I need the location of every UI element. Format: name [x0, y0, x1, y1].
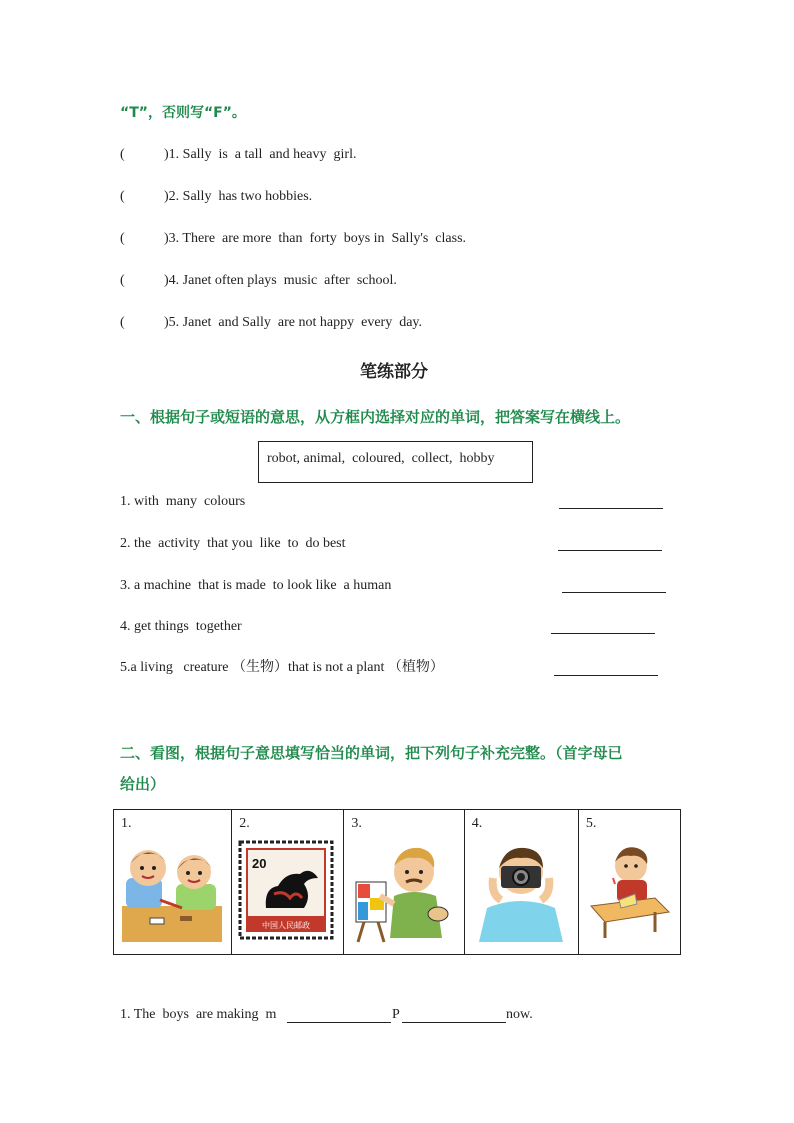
answer-blank-5[interactable] [554, 675, 658, 676]
tf-item-2: )2. Sally has two hobbies. [164, 189, 313, 204]
section-title: 笔练部分 [360, 362, 428, 382]
tf-paren-2: ( [120, 189, 125, 204]
stamp-value: 20 [252, 856, 267, 871]
part1-item-5: 5.a living creature （生物）that is not a plant （植物） [120, 660, 444, 675]
sentence-1-part-a: 1. The boys are making m [120, 1007, 277, 1022]
cell-number: 1. [121, 816, 132, 831]
painter-icon [350, 838, 454, 946]
sentence-1-blank-1[interactable] [287, 1022, 391, 1023]
picture-cell-1 [114, 810, 232, 955]
stamp-icon [238, 838, 334, 942]
tf-paren-5: ( [120, 315, 125, 330]
part1-item-1: 1. with many colours [120, 494, 246, 509]
answer-blank-3[interactable] [562, 592, 666, 593]
answer-blank-4[interactable] [551, 633, 655, 634]
boy-reading-icon [585, 838, 671, 942]
tf-paren-1: ( [120, 147, 125, 162]
picture-cell-5 [578, 810, 680, 955]
sentence-1-part-c: now. [506, 1007, 533, 1022]
tf-item-4: )4. Janet often plays music after school. [164, 273, 397, 288]
tf-paren-3: ( [120, 231, 125, 246]
part2-heading-line2: 给出） [120, 775, 166, 793]
tf-paren-4: ( [120, 273, 125, 288]
tf-item-1: )1. Sally is a tall and heavy girl. [164, 147, 357, 162]
intro-text: “T”，否则写“F”。 [120, 105, 246, 121]
photographer-icon [471, 838, 571, 946]
answer-blank-2[interactable] [558, 550, 662, 551]
sentence-1-part-b: P [392, 1007, 400, 1022]
cell-number: 3. [351, 816, 362, 831]
part1-item-3: 3. a machine that is made to look like a human [120, 578, 392, 593]
word-box: robot, animal, coloured, collect, hobby [258, 441, 533, 483]
part1-item-2: 2. the activity that you like to do best [120, 536, 346, 551]
cell-number: 5. [585, 816, 597, 831]
answer-blank-1[interactable] [559, 508, 663, 509]
picture-cell-4 [464, 810, 578, 955]
sentence-1-blank-2[interactable] [402, 1022, 506, 1023]
part1-item-4: 4. get things together [120, 619, 242, 634]
cell-number: 2. [239, 816, 250, 831]
tf-item-5: )5. Janet and Sally are not happy every day. [164, 315, 423, 330]
part2-heading-line1: 二、看图，根据句子意思填写恰当的单词，把下列句子补充完整。（首字母已 [120, 744, 623, 762]
stamp-caption: 中国人民邮政 [262, 921, 311, 930]
part1-heading: 一、根据句子或短语的意思，从方框内选择对应的单词，把答案写在横线上。 [120, 408, 631, 426]
picture-table [113, 809, 681, 955]
tf-item-3: )3. There are more than forty boys in Sally's class. [164, 231, 467, 246]
cell-number: 4. [471, 816, 483, 831]
picture-cell-2 [232, 810, 344, 955]
boys-making-model-icon [120, 838, 224, 946]
picture-cell-3 [344, 810, 464, 955]
